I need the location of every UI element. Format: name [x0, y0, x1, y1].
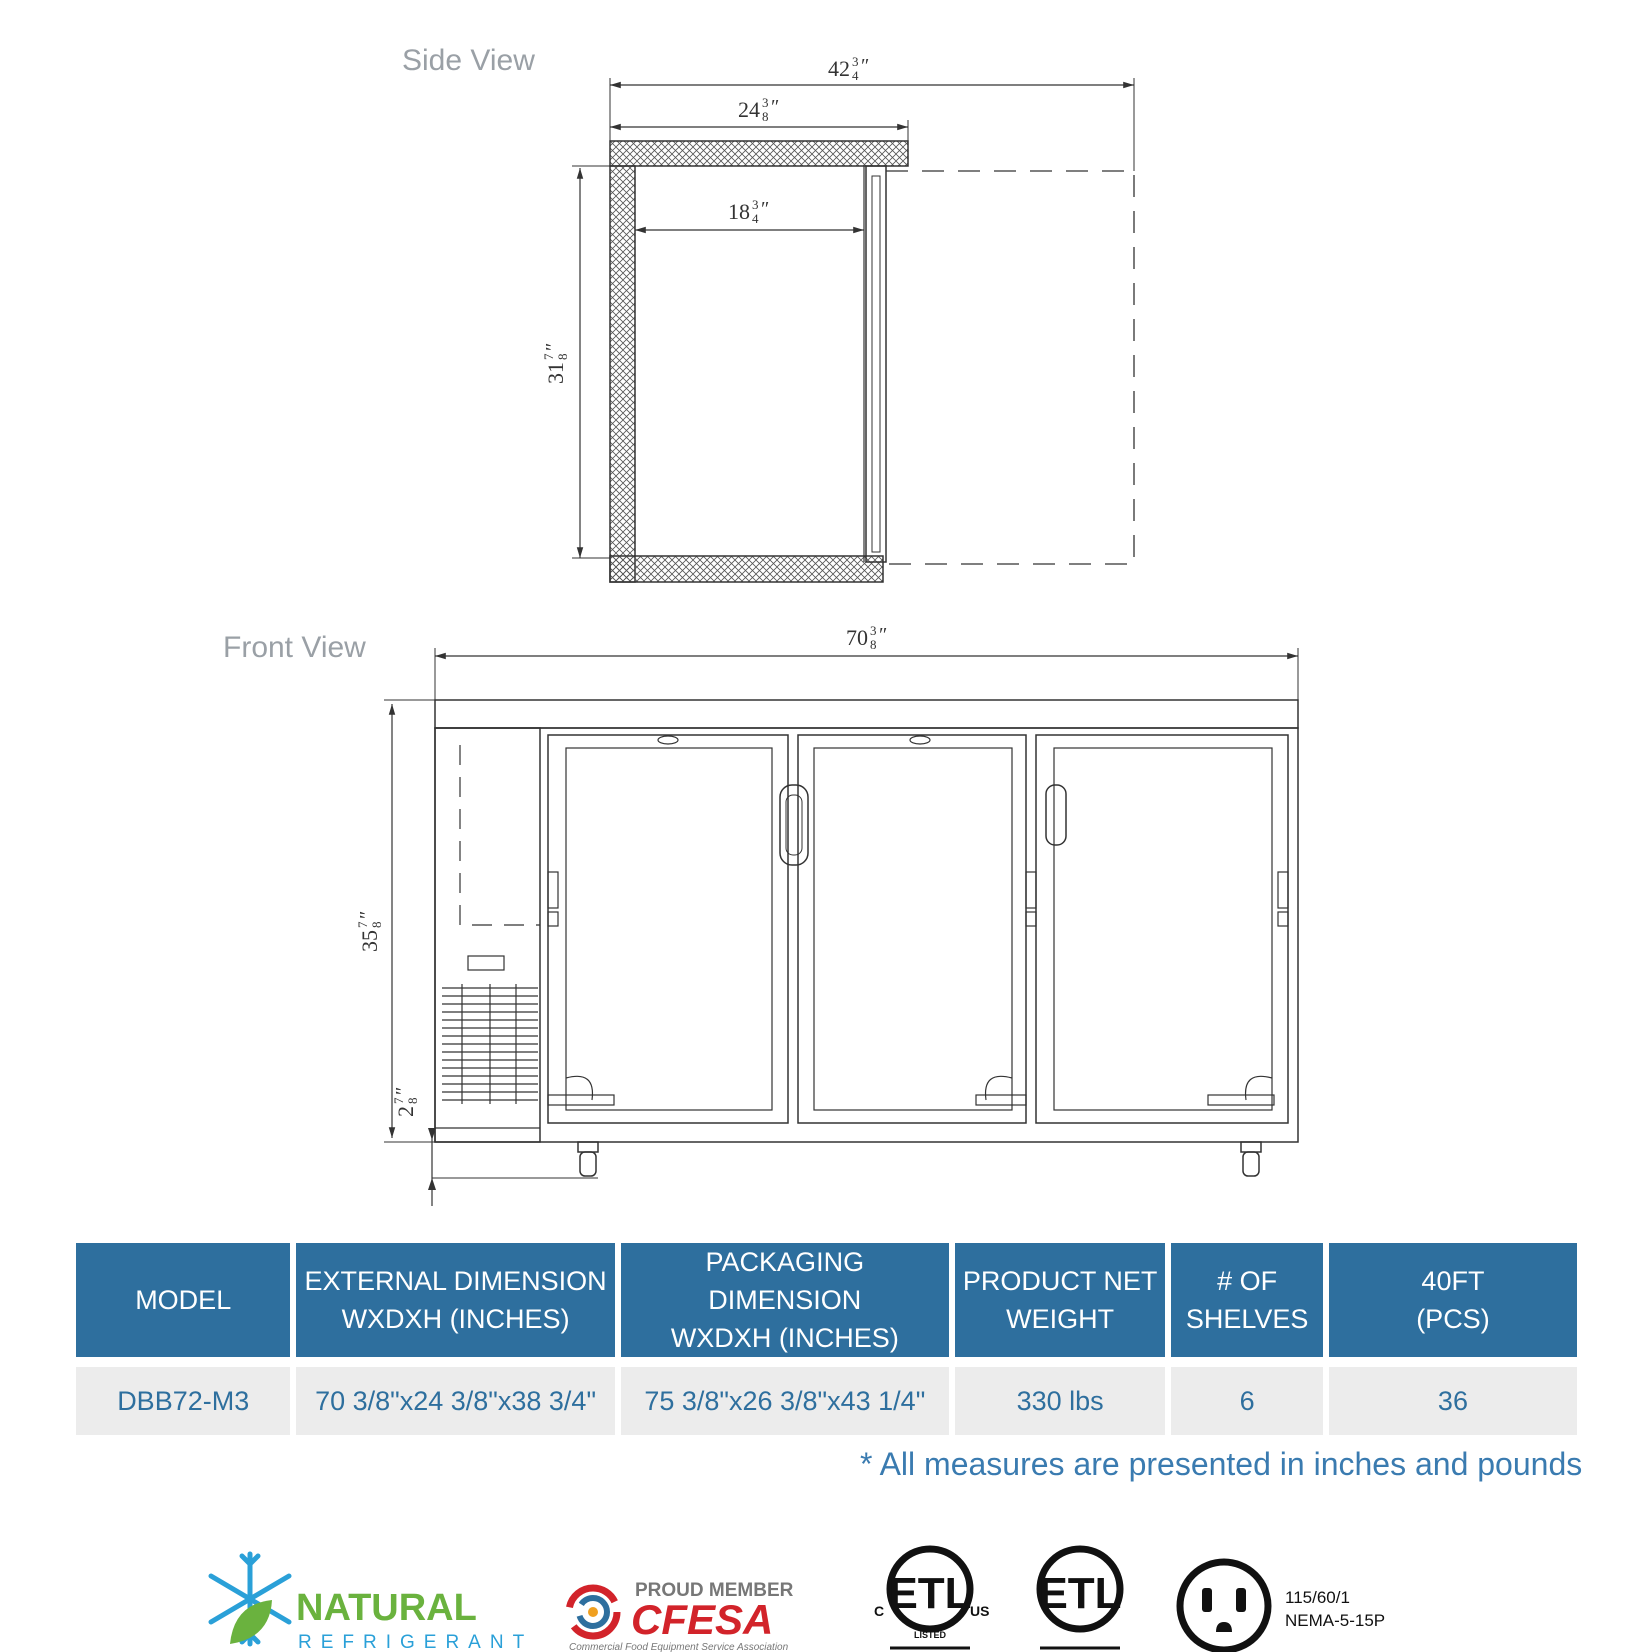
dim-text-front-caster	[391, 1087, 420, 1117]
front-compressor-panel	[435, 728, 540, 1142]
natural-refrigerant-logo	[200, 1548, 540, 1652]
spec-table-header-row	[76, 1243, 1577, 1357]
dim-text-side-overall	[828, 54, 869, 83]
svg-text:4: 4	[852, 68, 859, 83]
natural-text: NATURAL	[296, 1587, 477, 1629]
cell-net-weight: 330 lbs	[955, 1367, 1165, 1435]
svg-text:8: 8	[870, 637, 877, 652]
front-caster-left	[578, 1142, 598, 1176]
front-handle-2	[1046, 785, 1066, 845]
svg-text:4: 4	[752, 211, 759, 226]
measurement-note: * All measures are presented in inches and pounds	[860, 1446, 1583, 1482]
dim-text-side-cabinet	[738, 95, 779, 124]
svg-text:7: 7	[391, 1097, 406, 1104]
front-view-label: Front View	[223, 631, 366, 664]
front-vent-grille	[442, 984, 538, 1104]
front-hinges	[548, 872, 1288, 926]
svg-text:3: 3	[852, 54, 859, 69]
side-back-insulation	[610, 166, 635, 582]
header-external-dimension: EXTERNAL DIMENSION WXDXH (INCHES)	[296, 1243, 614, 1357]
front-door-2	[798, 735, 1026, 1123]
dim-text-front-height	[355, 911, 384, 952]
dim-text-side-interior	[728, 197, 769, 226]
header-packaging-dimension: PACKAGING DIMENSION WXDXH (INCHES)	[621, 1243, 949, 1357]
svg-text:2: 2	[393, 1106, 418, 1117]
svg-text:18: 18	[728, 199, 750, 224]
front-handle-1	[780, 785, 808, 865]
svg-text:8: 8	[555, 353, 570, 360]
etl-listed-c-us-logo	[870, 1544, 1000, 1652]
cfesa-logo	[565, 1572, 840, 1652]
cfesa-swirl-icon	[569, 1588, 617, 1636]
etl-mark-icon-2: ETL	[1038, 1569, 1122, 1618]
side-bottom-insulation	[610, 556, 883, 582]
svg-text:″: ″	[542, 342, 564, 351]
dim-text-front-width	[846, 623, 887, 652]
header-40ft: 40FT (PCS)	[1329, 1243, 1577, 1357]
etl-us-text: US	[970, 1603, 990, 1619]
side-view-drawing	[541, 54, 1134, 582]
etl-mark-icon: ETL	[888, 1569, 972, 1618]
spec-table	[70, 1243, 1583, 1435]
svg-text:″: ″	[879, 624, 888, 646]
front-caster-right	[1241, 1142, 1261, 1176]
svg-text:3: 3	[870, 623, 877, 638]
side-view-label: Side View	[402, 44, 535, 77]
svg-text:3: 3	[762, 95, 769, 110]
side-door-swing	[886, 171, 1134, 564]
header-net-weight: PRODUCT NET WEIGHT	[955, 1243, 1165, 1357]
svg-text:″: ″	[392, 1086, 414, 1095]
front-view-drawing	[355, 623, 1298, 1206]
svg-text:″: ″	[861, 55, 870, 77]
cfesa-subtitle: Commercial Food Equipment Service Association	[569, 1642, 789, 1652]
side-top-insulation	[610, 141, 908, 166]
svg-text:35: 35	[357, 930, 382, 952]
svg-text:42: 42	[828, 56, 850, 81]
svg-text:31: 31	[543, 362, 568, 384]
cell-model: DBB72-M3	[76, 1367, 290, 1435]
etl-c-text: C	[874, 1603, 885, 1619]
svg-text:7: 7	[541, 353, 556, 360]
header-model: MODEL	[76, 1243, 290, 1357]
side-door	[866, 166, 886, 562]
side-door-glass	[872, 176, 880, 552]
svg-text:″: ″	[771, 96, 780, 118]
table-row	[76, 1367, 1577, 1435]
front-door-3	[1036, 735, 1288, 1123]
proud-member-text: PROUD MEMBER	[635, 1580, 794, 1601]
front-countertop	[435, 700, 1298, 728]
cell-external-dimension: 70 3/8"x24 3/8"x38 3/4"	[296, 1367, 614, 1435]
plug-spec-nema: NEMA-5-15P	[1285, 1611, 1386, 1630]
svg-text:8: 8	[369, 921, 384, 928]
dim-text-side-height	[541, 343, 570, 384]
svg-text:″: ″	[761, 198, 770, 220]
svg-text:7: 7	[355, 921, 370, 928]
etl-listed-text: LISTED	[913, 1630, 947, 1640]
refrigerant-text: REFRIGERANT	[298, 1632, 534, 1652]
front-door-1	[548, 735, 788, 1123]
svg-text:8: 8	[762, 109, 769, 124]
header-shelves: # OF SHELVES	[1171, 1243, 1323, 1357]
front-cabinet	[435, 728, 1298, 1142]
cell-40ft: 36	[1329, 1367, 1577, 1435]
svg-text:″: ″	[356, 910, 378, 919]
cell-shelves: 6	[1171, 1367, 1323, 1435]
svg-text:3: 3	[752, 197, 759, 212]
svg-text:70: 70	[846, 625, 868, 650]
svg-text:8: 8	[405, 1097, 420, 1104]
front-thermostat-display	[468, 956, 504, 970]
plug-spec-voltage: 115/60/1	[1285, 1588, 1350, 1607]
cell-packaging-dimension: 75 3/8"x26 3/8"x43 1/4"	[621, 1367, 949, 1435]
svg-text:24: 24	[738, 97, 760, 122]
front-compressor-dash	[460, 745, 540, 925]
cfesa-text: CFESA	[631, 1596, 774, 1643]
etl-logo	[1030, 1544, 1130, 1652]
nema-plug-icon	[1172, 1556, 1282, 1652]
